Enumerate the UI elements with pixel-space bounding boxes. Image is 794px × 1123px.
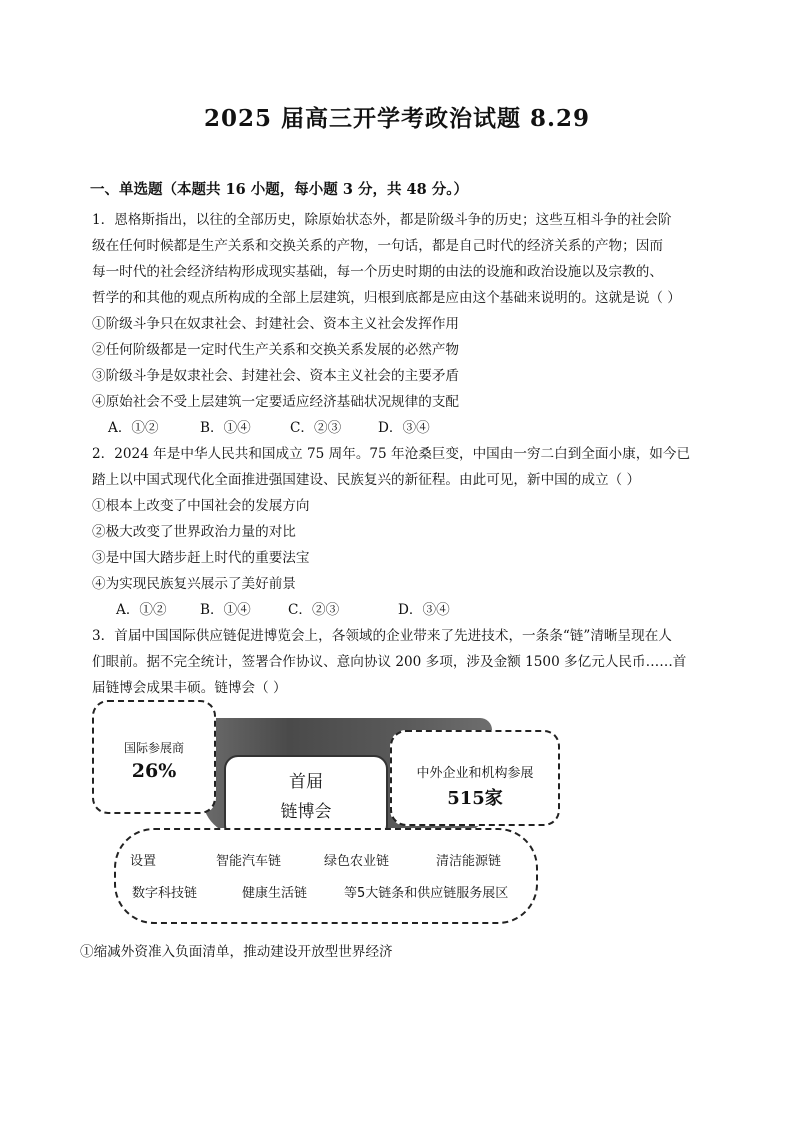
q1-stem-line: 1．恩格斯指出，以往的全部历史，除原始状态外，都是阶级斗争的历史；这些互相斗争的社会阶 bbox=[92, 212, 672, 228]
expo-name-box bbox=[224, 755, 388, 839]
q1-stem-line: 级在任何时候都是生产关系和交换关系的产物，一句话，都是自己时代的经济关系的产物；因而 bbox=[92, 238, 663, 254]
q2-stem-line: 2．2024 年是中华人民共和国成立 75 周年。75 年沧桑巨变，中国由一穷二白到全面小康，如今已 bbox=[92, 446, 691, 462]
chain-item: 智能汽车链 bbox=[216, 854, 282, 869]
page-title: 2025 届高三开学考政治试题 8.29 bbox=[203, 105, 591, 132]
expo-name-line1: 首届 bbox=[289, 772, 323, 792]
chains-box bbox=[114, 828, 538, 924]
participant-count-box bbox=[390, 730, 560, 826]
q1-option: ③阶级斗争是奴隶社会、封建社会、资本主义社会的主要矛盾 bbox=[92, 368, 460, 384]
q1-stem-line: 每一时代的社会经济结构形成现实基础，每一个历史时期的由法的设施和政治设施以及宗教的、 bbox=[92, 264, 663, 280]
section-heading: 一、单选题（本题共 16 小题，每小题 3 分，共 48 分。） bbox=[90, 181, 468, 198]
q2-choice-d[interactable]: D．③④ bbox=[398, 602, 450, 618]
q2-stem-line: 踏上以中国式现代化全面推进强国建设、民族复兴的新征程。由此可见，新中国的成立（ ） bbox=[92, 472, 641, 488]
chain-item: 绿色农业链 bbox=[324, 854, 390, 869]
q1-option: ④原始社会不受上层建筑一定要适应经济基础状况规律的支配 bbox=[92, 394, 460, 410]
q2-option: ③是中国大踏步赶上时代的重要法宝 bbox=[92, 550, 310, 566]
q1-option: ①阶级斗争只在奴隶社会、封建社会、资本主义社会发挥作用 bbox=[92, 316, 460, 332]
chain-item: 设置 bbox=[130, 854, 157, 869]
chain-item: 等5大链条和供应链服务展区 bbox=[344, 886, 509, 901]
q1-option: ②任何阶级都是一定时代生产关系和交换关系发展的必然产物 bbox=[92, 342, 460, 358]
q3-stem-line: 届链博会成果丰硕。链博会（ ） bbox=[92, 680, 287, 696]
q2-choice-c[interactable]: C．②③ bbox=[288, 602, 340, 618]
q1-choice-d[interactable]: D．③④ bbox=[378, 420, 430, 436]
exhibitor-share-label: 国际参展商 bbox=[123, 741, 184, 755]
q3-stem-line: 们眼前。据不完全统计，签署合作协议、意向协议 200 多项，涉及金额 1500 多亿元人民币……首 bbox=[92, 654, 687, 670]
q2-option: ②极大改变了世界政治力量的对比 bbox=[92, 524, 296, 540]
participant-count-label: 中外企业和机构参展 bbox=[416, 766, 534, 781]
q2-choice-b[interactable]: B．①④ bbox=[200, 602, 251, 618]
participant-count-value: 515家 bbox=[447, 788, 503, 809]
q2-option: ①根本上改变了中国社会的发展方向 bbox=[92, 498, 310, 514]
chain-expo-figure bbox=[92, 700, 542, 932]
q3-stem-line: 3．首届中国国际供应链促进博览会上，各领域的企业带来了先进技术，一条条“链”清晰呈现在人 bbox=[92, 628, 672, 644]
q2-choice-a[interactable]: A．①② bbox=[116, 602, 167, 618]
q2-option: ④为实现民族复兴展示了美好前景 bbox=[92, 576, 296, 592]
chain-item: 数字科技链 bbox=[132, 886, 198, 901]
exhibitor-share-value: 26% bbox=[131, 760, 177, 782]
chain-item: 健康生活链 bbox=[242, 886, 308, 901]
q1-choice-c[interactable]: C．②③ bbox=[290, 420, 342, 436]
expo-name-line2: 链博会 bbox=[280, 802, 332, 822]
chain-item: 清洁能源链 bbox=[436, 854, 502, 869]
q1-choice-a[interactable]: A．①② bbox=[108, 420, 159, 436]
q1-stem-line: 哲学的和其他的观点所构成的全部上层建筑，归根到底都是应由这个基础来说明的。这就是说（ ） bbox=[92, 290, 681, 306]
exhibitor-share-box bbox=[92, 700, 216, 814]
q1-choice-b[interactable]: B．①④ bbox=[200, 420, 251, 436]
q3-option: ①缩减外资准入负面清单，推动建设开放型世界经济 bbox=[80, 944, 393, 960]
